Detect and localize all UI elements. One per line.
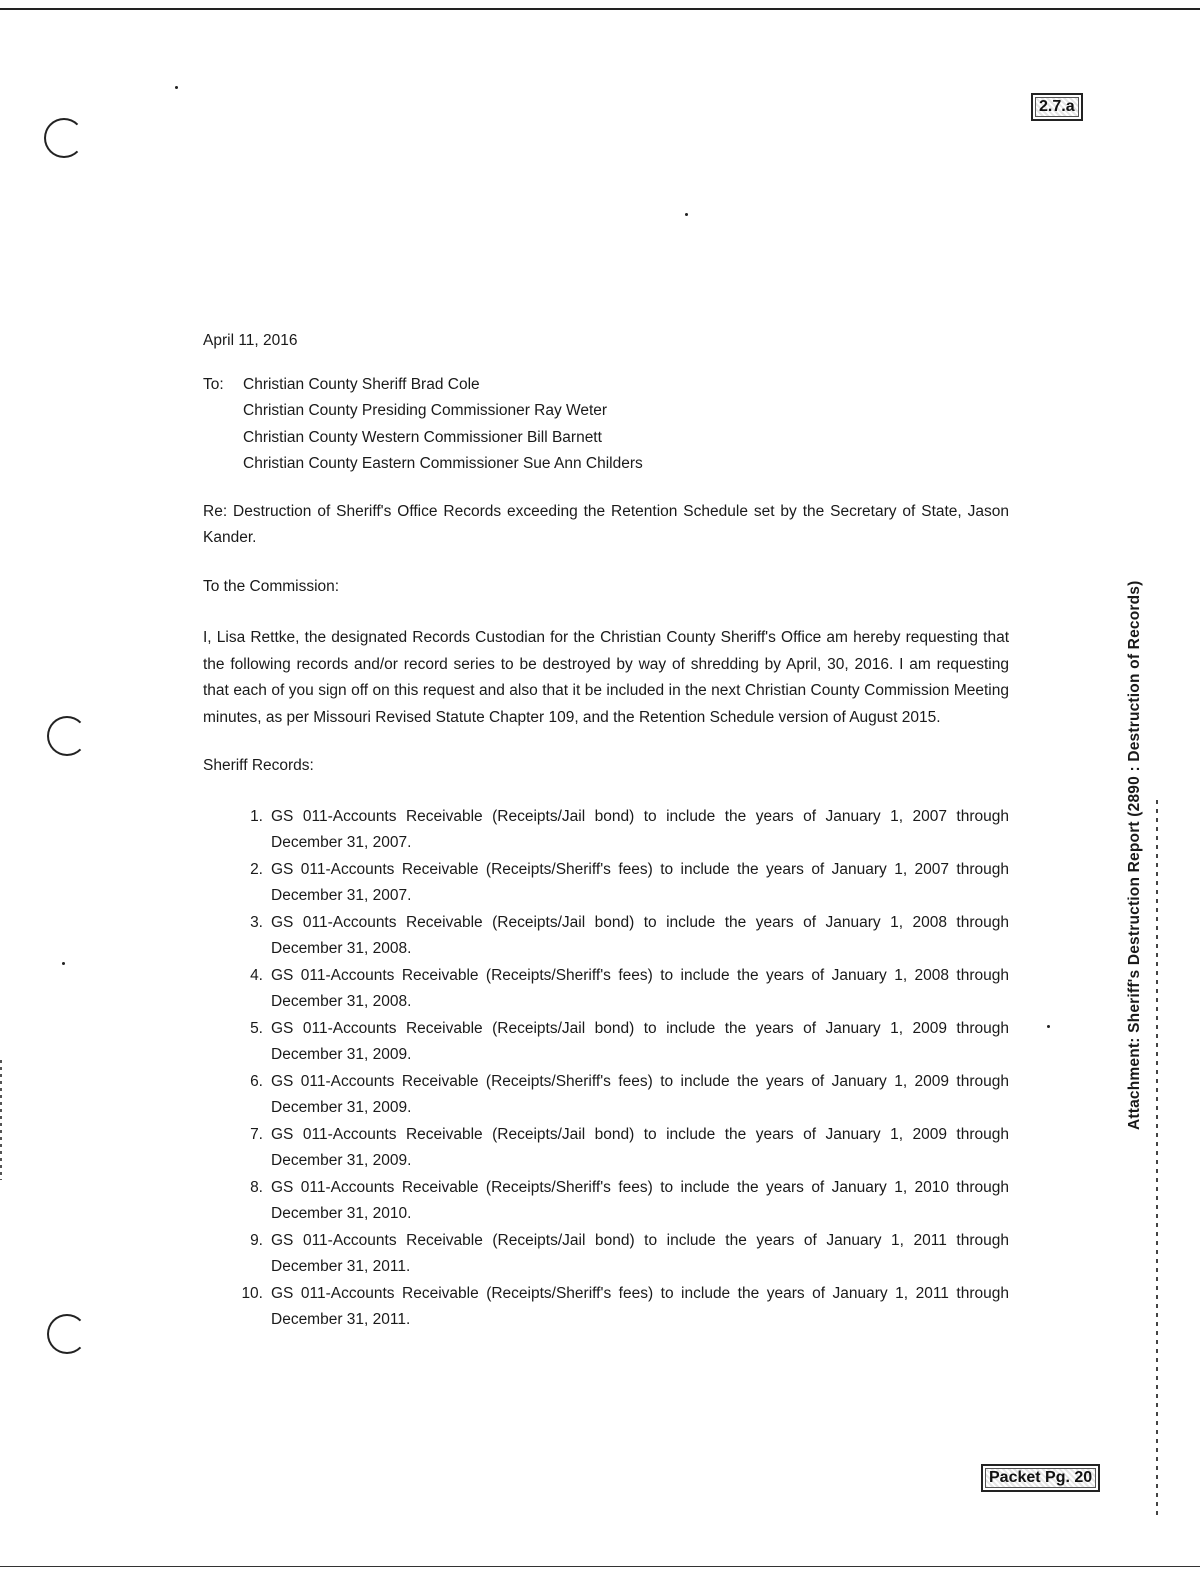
punch-hole-middle (47, 716, 87, 756)
item-text: GS 011-Accounts Receivable (Receipts/Sheriff's fees) to include the years of January 1, 2007 through December 31, 2007. (271, 860, 1009, 904)
to-label: To: (203, 375, 224, 393)
recipient: Christian County Eastern Commissioner Sue Ann Childers (243, 455, 643, 472)
punch-hole-top (44, 118, 84, 158)
item-text: GS 011-Accounts Receivable (Receipts/Jail bond) to include the years of January 1, 2007 through December 31, 2007. (271, 807, 1009, 851)
item-number: 1. (250, 807, 263, 825)
list-item (229, 1175, 1009, 1228)
item-text: GS 011-Accounts Receivable (Receipts/Sheriff's fees) to include the years of January 1, 2008 through December 31, 2008. (271, 966, 1009, 1010)
item-text: GS 011-Accounts Receivable (Receipts/Sheriff's fees) to include the years of January 1, 2011 through December 31, 2011. (271, 1284, 1009, 1328)
packet-page-stamp: Packet Pg. 20 (981, 1464, 1100, 1492)
scan-speck (62, 962, 65, 965)
item-number: 8. (250, 1178, 263, 1196)
subject-line: Re: Destruction of Sheriff's Office Records exceeding the Retention Schedule set by the Secretary of State, Jason Kander. (203, 502, 1009, 546)
request-paragraph: I, Lisa Rettke, the designated Records Custodian for the Christian County Sheriff's Office am hereby requesting that the following records and/or record series to be destroyed by way of shredding by April, 30, 2016. I am requesting that each of you sign off on this request and also that it be included in the next Christian County Commission Meeting minutes, as per Missouri Revised Statute Chapter 109, and the Retention Schedule version of August 2015. (203, 629, 1009, 726)
scan-speck (1047, 1025, 1050, 1028)
item-number: 9. (250, 1231, 263, 1249)
list-item (229, 963, 1009, 1016)
item-text: GS 011-Accounts Receivable (Receipts/Sheriff's fees) to include the years of January 1, 2010 through December 31, 2010. (271, 1178, 1009, 1222)
salutation: To the Commission: (203, 577, 340, 595)
page-reference-stamp: 2.7.a (1031, 93, 1083, 121)
recipient: Christian County Western Commissioner Bill Barnett (243, 428, 602, 446)
bottom-rule (0, 1566, 1200, 1567)
item-number: 5. (250, 1019, 263, 1037)
recipients-list (243, 372, 643, 478)
scan-edge-mark (0, 1060, 2, 1180)
list-item (229, 910, 1009, 963)
records-heading: Sheriff Records: (203, 757, 314, 774)
item-number: 7. (250, 1125, 263, 1143)
item-text: GS 011-Accounts Receivable (Receipts/Sheriff's fees) to include the years of January 1, 2009 through December 31, 2009. (271, 1072, 1009, 1116)
top-rule (0, 8, 1200, 10)
item-number: 10. (241, 1284, 263, 1302)
recipient: Christian County Presiding Commissioner Ray Weter (243, 402, 608, 419)
item-number: 2. (250, 860, 263, 878)
recipients-block (203, 372, 1009, 478)
letter-body (203, 328, 1009, 1334)
recipient: Christian County Sheriff Brad Cole (243, 375, 480, 393)
punch-hole-bottom (47, 1314, 87, 1354)
item-text: GS 011-Accounts Receivable (Receipts/Jail bond) to include the years of January 1, 2008 through December 31, 2008. (271, 913, 1009, 957)
list-item (229, 857, 1009, 910)
item-number: 4. (250, 966, 263, 984)
letter-date: April 11, 2016 (203, 332, 298, 349)
scan-speck (685, 213, 688, 216)
item-text: GS 011-Accounts Receivable (Receipts/Jail bond) to include the years of January 1, 2011 through December 31, 2011. (271, 1231, 1009, 1275)
item-text: GS 011-Accounts Receivable (Receipts/Jail bond) to include the years of January 1, 2009 through December 31, 2009. (271, 1125, 1009, 1169)
list-item (229, 1016, 1009, 1069)
item-number: 3. (250, 913, 263, 931)
list-item (229, 1069, 1009, 1122)
records-list (203, 804, 1009, 1334)
attachment-side-label: Attachment: Sheriff's Destruction Report (2890 : Destruction of Records) (1126, 580, 1143, 1130)
item-number: 6. (250, 1072, 263, 1090)
list-item (229, 1228, 1009, 1281)
right-margin-dashes (1156, 800, 1158, 1520)
list-item (229, 804, 1009, 857)
scan-speck (175, 86, 178, 89)
list-item (229, 1122, 1009, 1175)
item-text: GS 011-Accounts Receivable (Receipts/Jail bond) to include the years of January 1, 2009 through December 31, 2009. (271, 1019, 1009, 1063)
list-item (229, 1281, 1009, 1334)
